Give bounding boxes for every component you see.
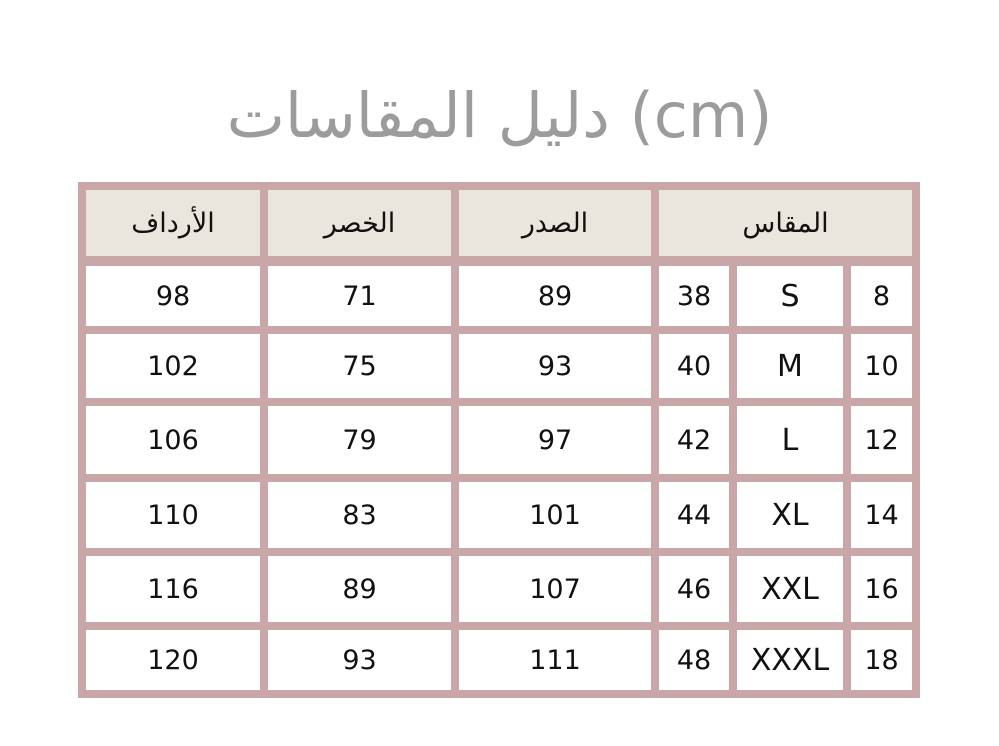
cell-hips: 110: [86, 482, 260, 548]
cell-num-size: 10: [851, 334, 912, 398]
cell-eu-size: 48: [659, 630, 729, 690]
cell-chest: 97: [459, 406, 651, 474]
cell-chest: 89: [459, 266, 651, 326]
cell-eu-size: 46: [659, 556, 729, 622]
cell-letter-size: XXXL: [737, 630, 843, 690]
header-hips: الأرداف: [86, 190, 260, 256]
cell-letter-size: XXL: [737, 556, 843, 622]
cell-waist: 89: [268, 556, 451, 622]
cell-letter-size: S: [737, 266, 843, 326]
cell-letter-size: L: [737, 406, 843, 474]
cell-num-size: 12: [851, 406, 912, 474]
cell-waist: 71: [268, 266, 451, 326]
page-title: دليل المقاسات (cm): [226, 79, 773, 152]
cell-eu-size: 42: [659, 406, 729, 474]
cell-waist: 75: [268, 334, 451, 398]
cell-waist: 83: [268, 482, 451, 548]
cell-num-size: 8: [851, 266, 912, 326]
size-table: [78, 182, 920, 698]
cell-waist: 93: [268, 630, 451, 690]
cell-waist: 79: [268, 406, 451, 474]
cell-chest: 107: [459, 556, 651, 622]
cell-hips: 106: [86, 406, 260, 474]
cell-eu-size: 38: [659, 266, 729, 326]
cell-hips: 116: [86, 556, 260, 622]
cell-num-size: 16: [851, 556, 912, 622]
cell-chest: 111: [459, 630, 651, 690]
cell-eu-size: 44: [659, 482, 729, 548]
header-waist: الخصر: [268, 190, 451, 256]
cell-num-size: 14: [851, 482, 912, 548]
cell-chest: 93: [459, 334, 651, 398]
cell-chest: 101: [459, 482, 651, 548]
cell-letter-size: M: [737, 334, 843, 398]
cell-hips: 120: [86, 630, 260, 690]
cell-num-size: 18: [851, 630, 912, 690]
cell-letter-size: XL: [737, 482, 843, 548]
header-size: المقاس: [659, 190, 912, 256]
header-chest: الصدر: [459, 190, 651, 256]
cell-hips: 102: [86, 334, 260, 398]
cell-eu-size: 40: [659, 334, 729, 398]
cell-hips: 98: [86, 266, 260, 326]
